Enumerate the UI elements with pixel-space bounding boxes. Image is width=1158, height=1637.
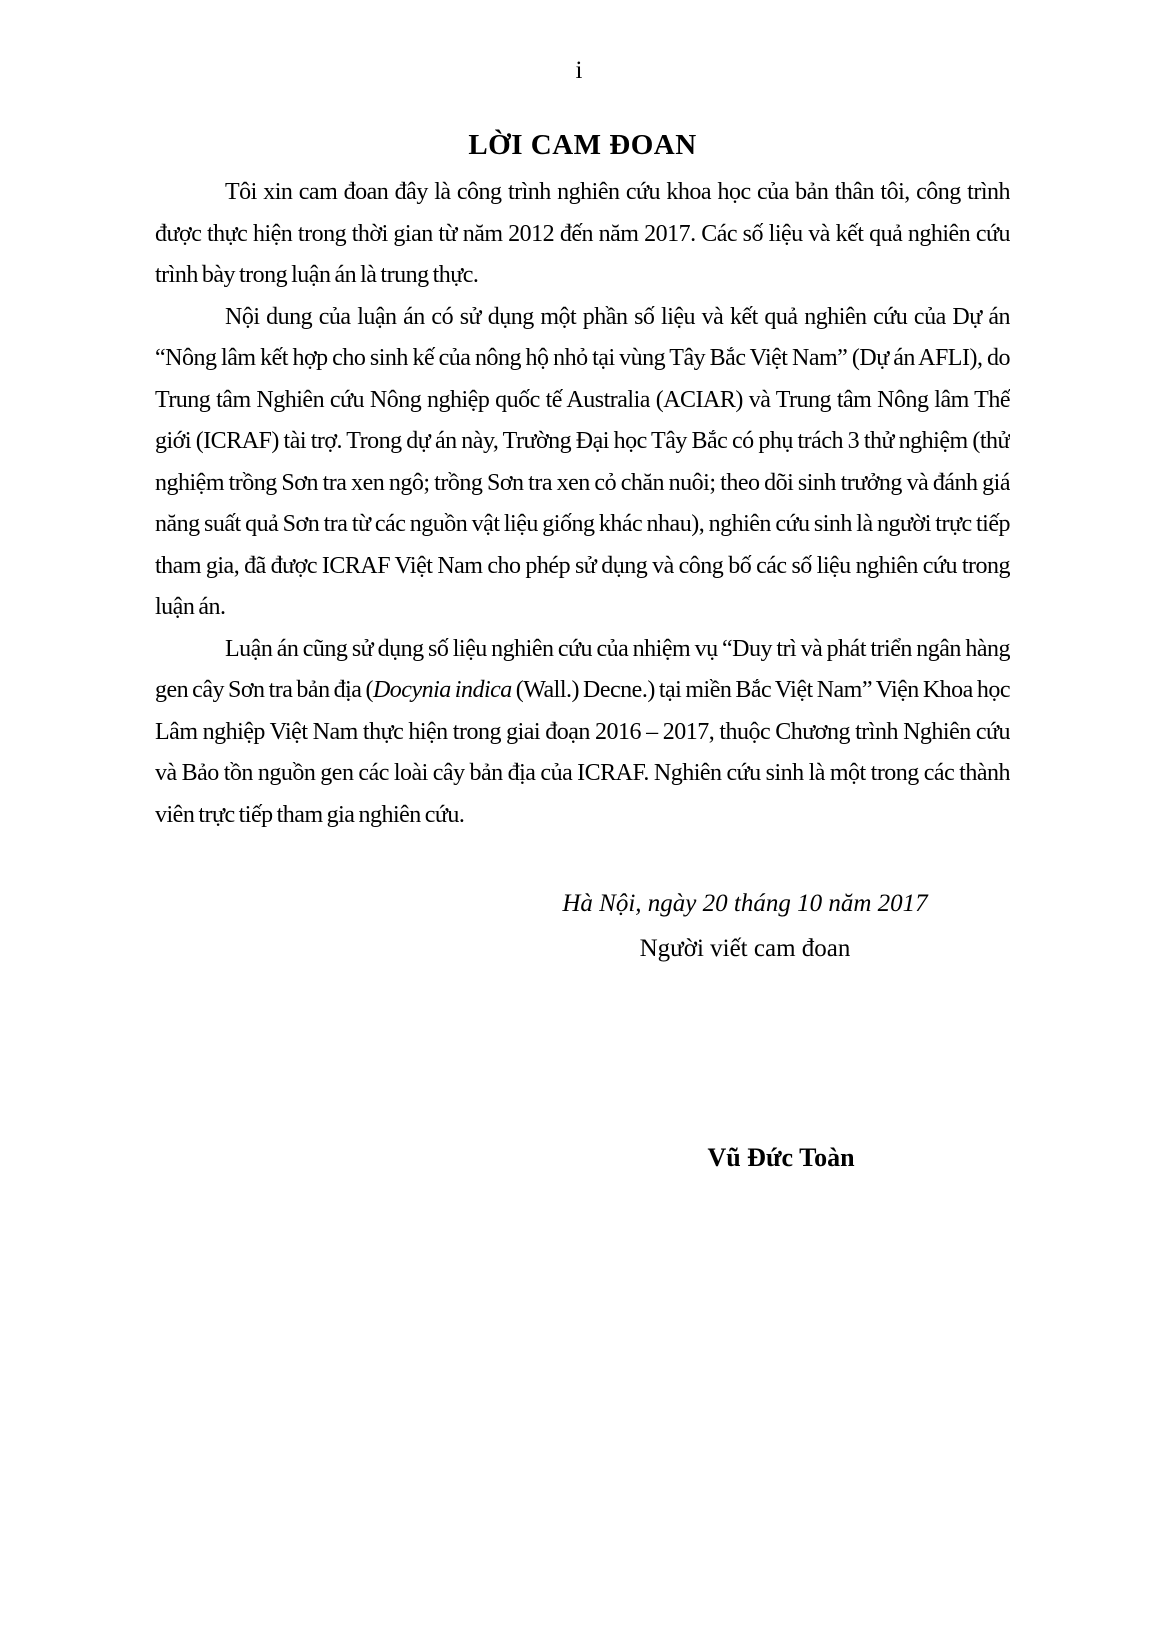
paragraph-afli-project: Nội dung của luận án có sử dụng một phần số liệu và kết quả nghiên cứu của Dự án “Nông lâm kết hợp cho sinh kế của nông hộ nhỏ tại vùng Tây Bắc Việt Nam” (Dự án AFLI), do Trung tâm Nghiên cứu Nông nghiệp quốc tế Australia (ACIAR) và Trung tâm Nông lâm Thế giới (ICRAF) tài trợ. Trong dự án này, Trường Đại học Tây Bắc có phụ trách 3 thử nghiệm (thử nghiệm trồng Sơn tra xen ngô; trồng Sơn tra xen cỏ chăn nuôi; theo dõi sinh trưởng và đánh giá năng suất quả Sơn tra từ các nguồn vật liệu giống khác nhau), nghiên cứu sinh là người trực tiếp tham gia, đã được ICRAF Việt Nam cho phép sử dụng và công bố các số liệu nghiên cứu trong luận án. (155, 303, 1010, 620)
document-body (155, 172, 1010, 836)
species-name-italic: Docynia indica (372, 677, 512, 703)
document-title: LỜI CAM ĐOAN (468, 129, 697, 161)
signer-role-label: Người viết cam đoan (639, 935, 851, 962)
paragraph-gene-bank-text-before: Luận án cũng sử dụng số liệu nghiên cứu của nhiệm vụ “Duy trì và phát triển ngân hàng gen cây Sơn tra bản địa ( (155, 635, 1010, 703)
signer-name: Vũ Đức Toàn (707, 1143, 855, 1172)
date-line: Hà Nội, ngày 20 tháng 10 năm 2017 (562, 890, 928, 917)
paragraph-gene-bank-text-after: (Wall.) Decne.) tại miền Bắc Việt Nam” Viện Khoa học Lâm nghiệp Việt Nam thực hiện trong giai đoạn 2016 – 2017, thuộc Chương trình Nghiên cứu và Bảo tồn nguồn gen các loài cây bản địa của ICRAF. Nghiên cứu sinh là một trong các thành viên trực tiếp tham gia nghiên cứu. (155, 677, 1010, 828)
page-number: i (575, 57, 583, 84)
paragraph-declaration: Tôi xin cam đoan đây là công trình nghiên cứu khoa học của bản thân tôi, công trình được thực hiện trong thời gian từ năm 2012 đến năm 2017. Các số liệu và kết quả nghiên cứu trình bày trong luận án là trung thực. (155, 179, 1010, 288)
closing-block (520, 881, 970, 971)
paragraph-gene-bank (155, 629, 1010, 837)
